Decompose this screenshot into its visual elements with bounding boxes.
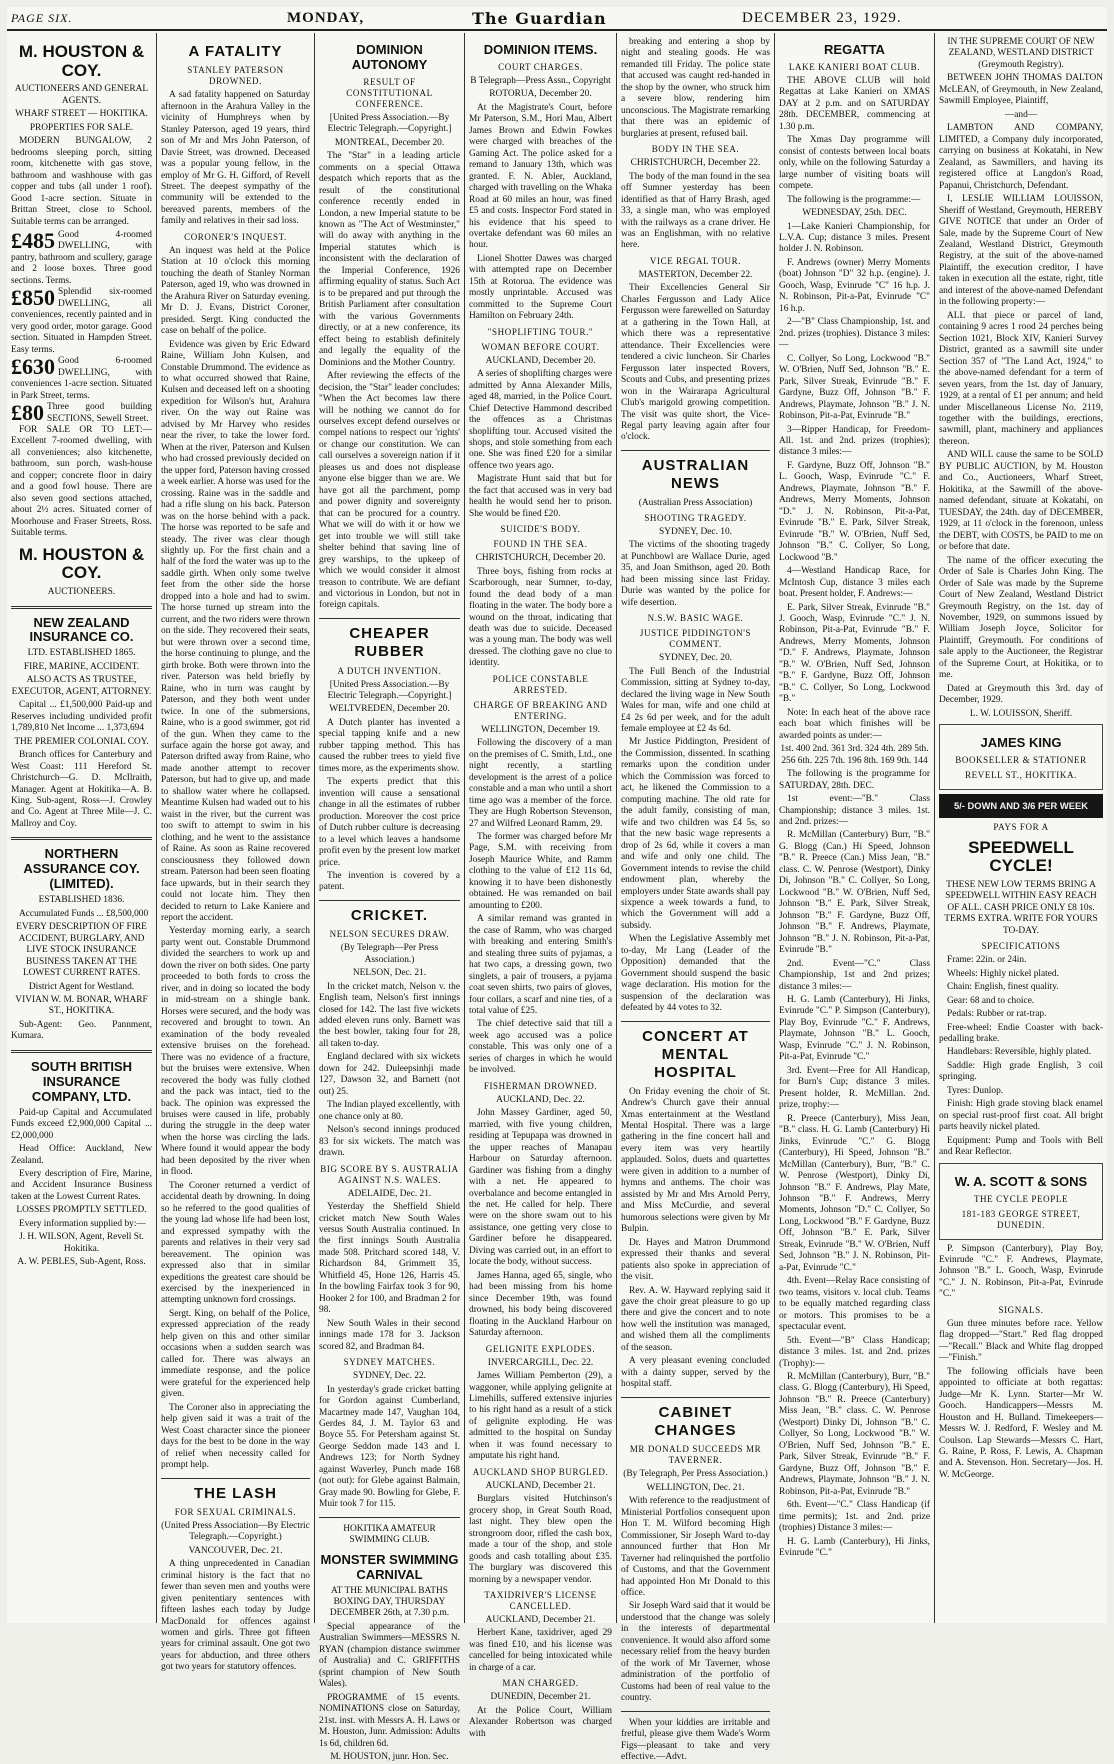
masthead <box>7 7 1107 31</box>
article-paragraph: James Hanna, aged 65, single, who had been missing from his home since December 19th, was found drowned, his body being discovered floating in the Auckland Harbour on Saturday afternoon. <box>469 1270 612 1339</box>
article-subheading: JUSTICE PIDDINGTON'S COMMENT. <box>639 628 752 650</box>
ad-text: MODERN BUNGALOW, 2 bedrooms sleeping porch, sitting room, kitchenette with gas stove, bathroom and washhouse with gas copper and tubs (all under 1 roof). Good 1-acre section. Situate in Brittan Street, close to School. Suitable terms can be arranged. <box>11 136 152 227</box>
ad-text: District Agent for Westland. <box>28 981 135 992</box>
ad-text: Good 4-roomed DWELLING, with pantry, bathroom and scullery, garage and 2 loose boxes. Three good sections. Terms. <box>11 230 152 286</box>
article-paragraph: The invention is covered by a patent. <box>319 871 460 893</box>
article-paragraph: A similar remand was granted in the case of Ramm, who was charged with breaking and entering Smith's and stealing three suits of pyjamas, a hat two caps, a dressing gown, two singlets, a pair of trousers, a pyjama coat seven shirts, two pairs of gloves, four collars, a scarf and nine ties, of a total value of £25. <box>469 914 612 1016</box>
regatta-subheading: LAKE KANIERI BOAT CLUB. <box>788 61 921 72</box>
article-subheading: CHARGE OF BREAKING AND ENTERING. <box>473 699 608 721</box>
ad-text: C. Collyer, So Long, Lockwood "B." W. O'Brien, Nuff Sed, Johnson "B." E. Park, Silver Streak, Evinrude "B." F. Gardyne, Buzz Off, Johnson "B." F. Andrews, Playmate, Johnson "B." J. N. Robinson, Pit-a-Pat, Evinrude "B." <box>779 353 930 422</box>
divider <box>319 900 460 901</box>
divider <box>11 837 152 840</box>
ad-text: THE ABOVE CLUB will hold Regattas at Lake Kanieri on XMAS DAY at 2 p.m. and on SATURDAY 28th. DECEMBER, commencing at 1.30 p.m. <box>779 75 930 132</box>
article-paragraph: New South Wales in their second innings made 178 for 3. Jackson scored 82, and Bradman 84. <box>319 1318 460 1352</box>
notice-text: I, LESLIE WILLIAM LOUISSON, Sheriff of Westland, Greymouth, HEREBY GIVE NOTICE that under an Order of Sale, made by the Supreme Court of New Zealand, Westland District, Greymouth Registry, at the suit of the above-named Plaintiff, the execution creditor, I have taken in execution all the estate, right, title and interest of the above-named Defendant in the following property:— <box>939 194 1103 308</box>
article-headline: CABINET CHANGES <box>654 1403 737 1440</box>
ad-heading: W. A. SCOTT & SONS <box>954 1173 1088 1189</box>
ad-text: The Xmas Day programme will consist of contests between local boats only, while on the following Saturday a large number of visiting boats will compete. <box>779 135 930 192</box>
article-paragraph: The Full Bench of the Industrial Commission, sitting at Sydney to-day, declared the living wage in New South Wales for man, wife and one child at £4 2s 6d per week, and for the adult female employee at £2 4s 6d. <box>621 666 770 734</box>
article-dateline: INVERCARGILL, Dec. 22. <box>487 1357 594 1368</box>
article-subheading: FOR SEXUAL CRIMINALS. <box>174 1506 297 1517</box>
houston-heading: M. HOUSTON & COY. <box>18 42 145 80</box>
article-dateline: VANCOUVER, Dec. 21. <box>188 1545 283 1556</box>
ad-text: Paid-up Capital and Accumulated Funds exceed £2,900,000 Capital ... £2,000,000 <box>11 1107 152 1141</box>
ad-text: Special appearance of the Australian Swimmers—MESSRS N. RYAN (champion distance swimmer of Australia) and C. GRIFFITHS (sprint champion of New South Wales). <box>319 1621 460 1690</box>
ad-text: Note: In each heat of the above race each boat which finishes will be awarded points as under:— <box>779 707 930 741</box>
notice-text: ALL that piece or parcel of land, containing 9 acres 1 rood 24 perches being Section 1021, Block XIV, Kanieri Survey District, granted as a sawmill site under Section 357 of "The Land Act, 1924," to the above-named defendant for a term of seven years, from the 1st. day of January, 1929, at a rental of £1 per annum; and held under Miscellaneous License No. 2119, together with the buildings, erections, sawmill, plant, machinery and appliances thereon. <box>939 310 1103 447</box>
article-paragraph: An inquest was held at the Police Station at 10 o'clock this morning touching the death of Stanley Norman Paterson, aged 19, who was drowned in the Arahura River on Saturday evening. Mr D. J. Evans, District Coroner, presided. Sergt. King conducted the case on behalf of the police. <box>161 245 310 337</box>
article-headline: CRICKET. <box>350 906 429 924</box>
insurance-heading: NEW ZEALAND INSURANCE CO. <box>29 614 134 645</box>
column-6 <box>775 33 935 1623</box>
spec-item: Handlebars: Reversible, highly plated. <box>947 1047 1091 1058</box>
article-paragraph: The chief detective said that till a week ago accused was a police constable. This was only one of a series of charges in which he would be involved. <box>469 1019 612 1076</box>
article-dateline: SYDNEY, Dec. 20. <box>659 653 732 664</box>
ad-text: 3rd. Event—Free for All Handicap, for Burn's Cup; distance 3 miles. Present holder, R. McMillan. 2nd. prize, trophy:— <box>779 1065 930 1111</box>
spec-item: Frame: 22in. or 24in. <box>947 955 1027 966</box>
properties-heading: PROPERTIES FOR SALE. <box>29 122 134 133</box>
article-headline: CHEAPER RUBBER <box>349 624 430 661</box>
masthead-date: DECEMBER 23, 1929. <box>742 9 902 26</box>
article-paragraph: Herbert Kane, taxidriver, aged 29 was fined £10, and his license was cancelled for being intoxicated while in charge of a car. <box>469 1628 612 1673</box>
notice-text: Dated at Greymouth this 3rd. day of December, 1929. <box>939 683 1103 706</box>
ad-text: FIRE, MARINE, ACCIDENT. <box>23 661 140 672</box>
article-paragraph: The Coroner returned a verdict of accidental death by drowning. In doing so he referred to the good qualities of the young lad whose life had been lost, and expressed sympathy with the parents and relatives in their very sad bereavement. The opinion was expressed also that in similar expeditions the greatest care should be exercised by the inexperienced in attempting unknown ford crossings. <box>161 1180 310 1306</box>
insurance-subheading: ESTABLISHED 1836. <box>38 895 125 906</box>
article-paragraph: Sergt. King, on behalf of the Police, expressed appreciation of the ready help given on this and other similar occasions when a sudden search was called for. There was always an immediate response, and the police were grateful for the experienced help given. <box>161 1308 310 1400</box>
notice-text: LAMBTON AND COMPANY, LIMITED, a Company duly incorporated, carrying on business at Kokatahi, in New Zealand, as Sawmillers, and having its registered office at Langdon's Road, Papanui, Christchurch, Defendant. <box>939 123 1103 191</box>
article-dateline: AUCKLAND, December 21. <box>485 1614 596 1625</box>
carnival-heading: MONSTER SWIMMING CARNIVAL <box>320 1551 459 1582</box>
ad-text: M. HOUSTON, junr. Hon. Sec. <box>330 1752 449 1763</box>
divider <box>319 1517 460 1518</box>
article-paragraph: When the Legislative Assembly met to-day, Mr Lang (Leader of the Opposition) demanded that the Government should suspend the basic wage declaration. His motion for the suspension of the declaration was defeated by 44 votes to 32. <box>621 934 770 1014</box>
price: £80 <box>11 400 44 426</box>
article-paragraph: breaking and entering a shop by night and stealing goods. He was remanded till Friday. The police state that accused was caught red-handed in the shop by the owner, who struck him a severe blow, rendering him unconscious. The Magistrate remarking that there was an epidemic of burglaries at present, refused bail. <box>621 37 770 139</box>
article-dateline: NELSON, Dec. 21. <box>352 968 427 979</box>
insurance-heading: NORTHERN ASSURANCE COY. (LIMITED). <box>23 846 140 892</box>
column-1 <box>7 33 157 1623</box>
article-paragraph: Burglars visited Hutchinson's grocery shop, in Great South Road, last night. They blew open the strongroom door, rifled the cash box, made a tour of the shop, and stole goods and cash totalling about £35. The burglary was discovered this morning by a newspaper vendor. <box>469 1494 612 1585</box>
article-paragraph: At the Police Court, William Alexander Robertson was charged with <box>469 1705 612 1739</box>
article-subheading: MAN CHARGED. <box>502 1678 579 1689</box>
article-paragraph: A very pleasant evening concluded with a dainty supper, served by the hospital staff. <box>621 1356 770 1390</box>
ad-text: 2—"B" Class Championship, 1st. and 2nd. prizes (trophies). Distance 3 miles:— <box>779 317 930 351</box>
article-subheading: BODY IN THE SEA. <box>651 144 740 155</box>
column-3 <box>315 33 465 1763</box>
article-dateline: WELLINGTON, December 19. <box>480 724 601 735</box>
divider <box>621 450 770 451</box>
article-dateline: ROTORUA, December 20. <box>489 89 592 100</box>
ad-text: LOSSES PROMPTLY SETTLED. <box>16 1205 147 1216</box>
ad-text: FOR SALE OR TO LET:—Excellent 7-roomed dwelling, with all conveniences; also kitchenette, bathroom, sun porch, wash-house and copper; concrete floor in dairy and a good fowl house. There are also seven good sections attached, about 2½ acres. Situated corner of Moorhouse and Fraser Streets, Ross. Suitable terms. <box>11 424 152 539</box>
ad-subheading: BOOKSELLER & STATIONER <box>955 755 1087 766</box>
price: £850 <box>11 285 55 311</box>
article-subheading: MR DONALD SUCCEEDS MR TAVERNER. <box>629 1444 762 1466</box>
article-dateline: DUNEDIN, December 21. <box>490 1692 591 1703</box>
article-subheading: FOUND IN THE SEA. <box>493 539 588 550</box>
speedwell-banner: 5/- DOWN AND 3/6 PER WEEK <box>939 794 1103 817</box>
ad-text: The following is the programme for SATURDAY, 28th. DEC. <box>779 769 930 791</box>
article-subheading: POLICE CONSTABLE ARRESTED. <box>492 673 589 695</box>
notice-text: AND WILL cause the same to be SOLD BY PUBLIC AUCTION, by M. Houston and Co., Auctioneers, Wharf Street, Hokitika, at the Sawmill of the above-named defendant, situate at Kokatahi, on TUESDAY, the 24th. day of DECEMBER, 1929, at 11 o'clock in the forenoon, unless the DEBT, with COSTS, be PAID to me on or before that date. <box>939 450 1103 553</box>
houston-address: WHARF STREET — HOKITIKA. <box>15 109 148 120</box>
price-listing <box>11 230 152 287</box>
article-paragraph: Sir Joseph Ward said that it would be understood that the change was solely in the interests of departmental convenience. It would also afford some necessary relief from the heavy burden of the work of Mr Taverner, whose administration of the portfolio of Customs had been of real value to the country. <box>621 1601 770 1704</box>
article-paragraph: After reviewing the effects of the decision, the "Star" leader concludes: "When the Act becomes law there will be nothing we cannot do for ourselves except defend ourselves or compel nations to respect our 'rights' or change our constitution. We can call ourselves a sovereign nation if it pleases us and does not displease anyone else bigger than we are. We have got all the parchment, pomp and power dignity and sovereignty that can be procured for a country. What we will do with it or how we get into trouble we will still take shelter behind that saving line of grey warships, to the upkeep of which we would consider it almost treason to contribute. We are defiant and victorious in London, but not in foreign capitals. <box>319 371 460 611</box>
ad-text: Splendid six-roomed DWELLING, all conveniences, recently painted and in very good order, motor garage. Good section. Situated in Hampden Street. Easy terms. <box>11 287 152 355</box>
ad-subheading: 181-183 GEORGE STREET, DUNEDIN. <box>961 1208 1081 1230</box>
spec-item: Saddle: High grade English, 3 coil springing. <box>939 1060 1103 1083</box>
column-4 <box>465 33 617 1739</box>
column-7 <box>935 33 1107 1623</box>
article-paragraph: When your kiddies are irritable and fretful, please give them Wade's Worm Figs—pleasant to take and very effective.—Advt. <box>621 1717 770 1763</box>
ad-text: THE PREMIER COLONIAL COY. <box>14 736 149 747</box>
article-subheading: FISHERMAN DROWNED. <box>483 1080 598 1091</box>
article-dateline: CHRISTCHURCH, December 20. <box>475 553 606 564</box>
article-paragraph: Yesterday the Sheffield Shield cricket match New South Wales versus South Australia continued. In the first innings South Australia made 508. Pritchard scored 148, V. Richardson 84, Grimmett 35, Whitfield 45, Hone 126, Harris 45. In the bowling Fairfax took 3 for 90, Hooker 2 for 100, and Bradman 2 for 98. <box>319 1202 460 1316</box>
ad-text: 1—Lake Kanieri Championship, for L.V.A. Cup; distance 3 miles. Present holder J. N. Robinson. <box>779 221 930 255</box>
article-subheading: RESULT OF CONSTITUTIONAL CONFERENCE. <box>346 76 433 109</box>
ad-text: J. H. WILSON, Agent, Revell St. Hokitika. <box>19 1232 144 1254</box>
article-paragraph: (Australian Press Association) <box>638 497 753 508</box>
article-subheading: GELIGNITE EXPLODES. <box>485 1343 596 1354</box>
article-paragraph: The victims of the shooting tragedy at Punchbowl are Wallace Durie, aged 35, and Joan Smithson, aged 20. Both had been missing since last Friday. Durie was wanted by the police for wife desertion. <box>621 540 770 608</box>
article-paragraph: James William Pemberton (29), a waggoner, while applying gelignite at Limehills, suffered extensive injuries to his right hand as a result of a stick of gelignite exploding. He was admitted to the hospital on Sunday when it was found necessary to amputate his right hand. <box>469 1371 612 1462</box>
divider <box>161 1478 310 1479</box>
article-paragraph: The Coroner also in appreciating the help given said it was a trait of the West Coast character since the pioneer days for the best to be done in the way of relief when necessity called for prompt help. <box>161 1402 310 1471</box>
ad-text: Three good building SECTIONS, Sewell Street. <box>47 402 152 424</box>
article-paragraph: B Telegraph—Press Assn., Copyright <box>470 75 611 86</box>
article-subheading: SYDNEY MATCHES. <box>343 1357 436 1368</box>
spec-item: Wheels: Highly nickel plated. <box>947 968 1059 979</box>
article-subheading: NELSON SECURES DRAW. <box>329 929 450 940</box>
ad-text: HOKITIKA AMATEUR SWIMMING CLUB. <box>343 1523 436 1546</box>
article-paragraph: Three boys, fishing from rocks at Scarborough, near Sumner, to-day, found the dead body of a man floating in the water. The body bore a wound on the throat, indicating that death was due to suicide. Deceased was a young man. The body was well dressed. The clothing gave no clue to identity. <box>469 566 612 669</box>
ad-text: EVERY DESCRIPTION OF FIRE ACCIDENT, BURGLARY, AND LIVE STOCK INSURANCE BUSINESS TAKEN AT THE LOWEST CURRENT RATES. <box>16 922 147 979</box>
article-paragraph: A thing unprecedented in Canadian criminal history is the fact that no fewer than seven men and youths were given penitentiary sentences with fifteen lashes each today by Judge MacDonald for offences against women and girls. Three got fifteen years for criminal assault. One got two years for abduction, and three others got two years for statutory offences. <box>161 1559 310 1673</box>
ad-subheading: THE CYCLE PEOPLE <box>973 1193 1069 1204</box>
ad-text: R. McMillan (Canterbury) Burr, "B." G. Blogg (Can.) Hi Speed, Johnson "B." R. Preece (Can.) Miss Jean, "B." class. C. W. Penrose (Westport), Dinky Di, Johnson "B." C. Collyer, So Long, Lockwood "B." W. O'Brien, Nuff Sed, Johnson "B." E. Park, Silver Streak, Johnson "B." F. Gardyne, Buzz Off, Johnson "B." F. Andrews, Playmate, Johnson "B." J. N. Robinson, Pit-a-Pat, Evinrude "B." <box>779 830 930 956</box>
spec-item: Equipment: Pump and Tools with Bell and Rear Reflector. <box>939 1135 1103 1158</box>
price: £485 <box>11 228 55 253</box>
article-paragraph: The former was charged before Mr Page, S.M. with receiving from Joseph Maurice White, and Ramm clothing to the value of £12 11s 6d, knowing it to have been dishonestly obtained. He was remanded on bail amounting to £200. <box>469 831 612 911</box>
ad-text: Branch offices for Canterbury and West Coast: 111 Hereford St. Christchurch—G. D. McIlraith, Manager. Agent at Hokitika—A. B. King. Sub-agent, Ross—J. Crowley and Co. Agent at Three Mile—J. C. Mallroy and Coy. <box>11 750 152 829</box>
article-dateline: SYDNEY, Dec. 10. <box>659 526 732 537</box>
article-paragraph: Rev. A. W. Hayward replying said it gave the choir great pleasure to go up there and give the concert and to note how well the institution was managed, and wished them all the compliments of the season. <box>621 1285 770 1353</box>
article-paragraph: John Massey Gardiner, aged 50, married, with five young children, residing at Tepupapa was drowned in the upper reaches of Manapau Harbour on Saturday afternoon. Gardiner was fishing from a dinghy with a net. He appeared to overbalance and become entangled in the net. He called for help. There were on the shore swam out to his assistance, one getting very close to Gardiner before he disappeared. Diving was carried out, in an effort to locate the body, without success. <box>469 1108 612 1268</box>
article-paragraph: Nelson's second innings produced 83 for six wickets. The match was drawn. <box>319 1125 460 1159</box>
newspaper-title: The Guardian <box>472 8 607 28</box>
ad-text: R. McMillan (Canterbury), Burr, "B." class. G. Blogg (Canterbury), Hi Speed, Johnson "B." R. Preece (Canterbury) Miss Jean, "B." class. C. W. Penrose (Westport) Dinky Di, Johnson "B." C. Collyer, So Long, Lockwood "B." W. O'Brien, Nuff Sed, Johnson "B." E. Park, Silver Streak, Evinrude "B." F. Gardyne, Buzz Off, Johnson "B." F. Andrews, Playmate, Johnson "B." J. N. Robinson, Pit-a-Pat, Evinrude "B." <box>779 1372 930 1497</box>
notice-signature: L. W. LOUISSON, Sheriff. <box>969 708 1073 719</box>
article-paragraph: At the Magistrate's Court, before Mr Paterson, S.M., Hori Mau, Albert James Brown and Edwin Fowkes were charged with breaches of the Gaming Act. The police asked for a remand to January 13th, which was granted. F. N. Abler, Auckland, charged with travelling on the Whaka Road at 60 miles an hour, was fined £5 and costs. Inspector Ford stated in his evidence that his speed to overtake defendant was 60 miles an hour. <box>469 102 612 251</box>
ad-text: The following is the programme:— <box>787 194 921 205</box>
article-dateline: SYDNEY, Dec. 22. <box>353 1371 426 1382</box>
article-paragraph: Lionel Shotter Dawes was charged with attempted rape on December 15th at Rotorua. The evidence was mostly unprintable. Accused was committed to the Supreme Court Hamilton on February 24th. <box>469 253 612 322</box>
article-subheading: N.S.W. BASIC WAGE. <box>647 613 744 624</box>
article-subheading: A DUTCH INVENTION. <box>337 665 442 676</box>
article-subheading: AUCKLAND SHOP BURGLED. <box>472 1466 609 1477</box>
price-listing <box>11 356 152 402</box>
ad-text: Gun three minutes before race. Yellow flag dropped—"Start." Red flag dropped—"Recall." Black and White flag dropped—"Finish." <box>939 1318 1103 1364</box>
page-number: PAGE SIX. <box>11 10 73 25</box>
article-dateline: CHRISTCHURCH, December 22. <box>630 158 761 169</box>
article-subheading: STANLEY PATERSON DROWNED. <box>187 65 284 87</box>
spec-item: Chain: English, finest quality. <box>947 982 1059 993</box>
ad-text: Good 6-roomed DWELLING, with conveniences 1-acre section. Situated in Park Street, terms. <box>11 356 152 401</box>
article-dateline: AUCKLAND, December 21. <box>485 1480 596 1491</box>
article-headline: AUSTRALIAN NEWS <box>641 456 750 493</box>
specifications-list <box>939 955 1103 1159</box>
ad-text: 4th. Event—Relay Race consisting of two teams, visitors v. local club. Teams to be equally matched regarding class or motors. This promises to be a spectacular event. <box>779 1276 930 1333</box>
notice-text: BETWEEN JOHN THOMAS DALTON McLEAN, of Greymouth, in New Zealand, Sawmill Employee, Plaintiff, <box>939 73 1103 107</box>
article-paragraph: Following the discovery of a man on the premises of C. Smith, Ltd., one night recently, a startling development is the arrest of a police constable and a man who until a short time ago was a member of the force. They are Hugh Robertson Stevenson, 27 and Wilfred Leonard Ramm, 29. <box>469 738 612 829</box>
article-paragraph: (By Telegraph, Per Press Association.) <box>623 1469 768 1480</box>
ad-subheading: SIGNALS. <box>998 1304 1044 1315</box>
ad-text: VIVIAN W. M. BONAR, WHARF ST., HOKITIKA. <box>15 994 148 1017</box>
divider <box>621 1397 770 1398</box>
ad-text: F. Andrews (owner) Merry Moments (boat) Johnson "D" 32 h.p. (engine). J. Gooch, Wasp, Evinrude "C" 16 h.p. J. N. Robinson, Pit-a-Pat, Evinrude "C" 16 h.p. <box>779 257 930 314</box>
ad-text: Every description of Fire, Marine, and Accident Insurance Business taken at the Lowest Current Rates. <box>11 1169 152 1202</box>
article-subheading: CORONER'S INQUEST. <box>184 231 287 242</box>
article-paragraph: Yesterday morning early, a search party went out. Constable Drummond divided the searchers to work up and down the river on both sides. One party proceeded to both fords to cross the river, and in doing so located the body in mid-stream on a shingle bank. Horses were secured, and the body was recovered and brought to town. An examination of the body revealed extensive bruises on the forehead. There was no evidence of a fracture, but the bruises were extensive. When recovered the body was fully clothed and the pack was intact, tied to the back. The opinion was expressed the bruises were caused in life, probably during the struggle in the deep water when the horse was circling the lads. Where found it would appear the body had been deposited by the river when in flood. <box>161 926 310 1178</box>
ad-text: E. Park, Silver Streak, Evinrude "B." J. Gooch, Wasp, Evinrude "C." J. N. Robinson, Pit-a-Pat, Evinrude "B." F. Andrews, Merry Moments, Johnson "D." F. Andrews, Playmate, Johnson "B." W. O'Brien, Nuff Sed, Johnson "B." F. Gardyne, Buzz Off, Johnson "B." C. Collyer, So Long, Lockwood "B." <box>779 602 930 705</box>
ad-text: Every information supplied by:— <box>19 1218 146 1229</box>
ad-text: 6th. Event—"C." Class Handicap (if time permits); 1st. and 2nd. prize (trophies) Distance 3 miles:— <box>779 1500 930 1534</box>
article-paragraph: A series of shoplifting charges were admitted by Anna Alexander Mills, aged 48, married, in the Police Court. Chief Detective Hammond described the offences as a Christmas shoplifting tour. Accused visited the shops, and stole something from each one. She was fined £20 for a similar offence two years ago. <box>469 369 612 471</box>
column-5 <box>617 33 775 1763</box>
houston-heading: M. HOUSTON & COY. <box>18 544 145 583</box>
newspaper-page <box>7 7 1107 1763</box>
article-paragraph: Evidence was given by Eric Edward Raine, William John Kulsen, and Constable Drummond. The evidence as to what occurred showed that Raine, Kulsen and deceased left on a shooting expedition for Wilson's hut, Arahura river. On the way out Raine was advised by Mr Harvey who resides near the river, to take the lower ford. When at the river, Paterson and Kulsen who had crossed previously decided on the upper ford, Paterson having crossed a week earlier. A horse was used for the crossing. Raine was in the saddle and had a rifle slung on his back. Paterson was on the horse behind with a pack. The horse was reported to be safe and steady. The river was clear though slightly up. For the first chain and a half of the ford the water was up to the saddle girth. When only some twelve feet from the other side the horse dropped into a hole and had to swim. The horse turned up stream into the current, and the two riders were thrown on the side. They recovered their seats, but were thrown over a second time, the horse continuing to plunge, and the girth broke. Both were thrown into the river. Paterson was held briefly by Raine, who in turn was caught by Paterson, and they both went under twice. In one of the submersions, Raine, who is a good swimmer, got rid of the gun. When they came to the surface again the horse got away, and Paterson drifted away from Raine, who made another attempt to recover Paterson, but had to give up, and made to shallow water where he collapsed. Meantime Kulsen had waded out to his waist in the river, but the current was too swift to attempt to swim in his clothing, and he went to the assistance of Raine. As soon as Raine recovered consciousness they followed down stream. Paterson had been seen floating face upwards, but in their search they could not locate him. They then decided to return to Lake Kaniere and report the accident. <box>161 339 310 924</box>
price-listing <box>11 402 152 425</box>
divider <box>11 1050 152 1053</box>
columns <box>7 33 1107 1763</box>
article-paragraph: Dr. Hayes and Matron Drummond expressed their thanks and several patients also spoke in appreciation of the visit. <box>621 1237 770 1283</box>
article-paragraph: Their Excellencies General Sir Charles Fergusson and Lady Alice Fergusson were farewelled on Saturday at a gathering in the Town Hall, at which there was a representative attendance. Their Excellencies were tendered a civic luncheon. Sir Charles Fergusson later inspected Rovers, Scouts and Cubs, and presenting prizes won in the Wairarapa Agricultural Club's marigold growing competition. The visit was quite short, the Vice-Regal party leaving again after four o'clock. <box>621 283 770 443</box>
article-subheading: BIG SCORE BY S. AUSTRALIA AGAINST N.S. WALES. <box>320 1163 459 1185</box>
article-paragraph: The Indian played excellently, with one chance only at 80. <box>319 1100 460 1122</box>
ad-text: Capital ... £1,500,000 Paid-up and Reserves including undivided profit 1,789,810 Net Income ... 1,373,694 <box>11 700 152 734</box>
notice-text: The name of the officer executing the Order of Sale is Charles John King. The Order of Sale was made by the Supreme Court of New Zealand, Westland District Greymouth Registry, on the 1st. day of November, 1929, on summons issued by William Joseph Joyce, Solicitor for Plaintiff, Greymouth. For conditions of sale apply to the Auctioneer, the Registrar of the Supreme Court, at Hokitika, or to me. <box>939 555 1103 681</box>
article-headline: DOMINION AUTONOMY <box>351 42 428 72</box>
article-dateline: AUCKLAND, Dec. 22. <box>496 1094 585 1105</box>
ad-text: 5th. Event—"B" Class Handicap; distance 3 miles. 1st. and 2nd. prizes (Trophy):— <box>779 1335 930 1369</box>
price: £630 <box>11 354 55 380</box>
insurance-subheading: LTD. ESTABLISHED 1865. <box>27 648 136 659</box>
article-subheading: VICE REGAL TOUR. <box>649 255 742 266</box>
ad-text: ALSO ACTS AS TRUSTEE, EXECUTOR, AGENT, ATTORNEY. <box>11 675 152 697</box>
divider <box>319 618 460 619</box>
article-subheading: SUICIDE'S BODY. <box>500 524 581 535</box>
james-king-ad <box>939 724 1103 790</box>
article-paragraph: On Friday evening the choir of St. Andrew's Church gave their annual Xmas entertainment at the Westland Mental Hospital. There was a large gathering in the fine concert hall and every item was very heartily applauded. Solos, duets and quartettes were given in addition to a number of hymns and anthems. The choir was assisted by Mr and Mrs Arnold Perry, and Miss McCurdie, and several humorous selections were given by Mr Bulpin. <box>621 1086 770 1235</box>
ad-text: THESE NEW LOW TERMS BRING A SPEEDWELL WITHIN EASY REACH OF ALL. CASH PRICE ONLY £8 10s. TERMS EXTRA. WRITE FOR YOURS TO-DAY. <box>944 879 1098 936</box>
ad-text: 4—Westland Handicap Race, for McIntosh Cup, distance 3 miles each boat. Present holder, F. Andrews:— <box>779 566 930 600</box>
ad-text: P. Simpson (Canterbury), Play Boy, Evinrude "C." F. Andrews, Playmate, Johnson "B." L. Gooch, Wasp, Evinrude "C." J. N. Robinson, Pit-a-Pat, Evinrude "C." <box>939 1243 1103 1300</box>
article-paragraph: A sad fatality happened on Saturday afternoon in the Arahura Valley in the vicinity of Humphreys when by Stanley Paterson, aged 19 years, third son of Mr and Mrs John Paterson, of Davie Street, was drowned. Deceased was a popular young fellow, in the employ of Mr G. H. Gifford, of Revell Street. The deepest sympathy of the community will be extended to the bereaved parents, members of the family and relatives in their sad loss. <box>161 90 310 227</box>
ad-text: 1st event:—"B." Class Championship; distance 3 miles. 1st. and 2nd. prizes:— <box>779 794 930 827</box>
ad-text: 2nd. Event—"C." Class Championship, 1st and 2nd prizes; distance 3 miles:— <box>779 958 930 992</box>
spec-item: Finish: High grade stoving black enamel on special rust-proof first coat. All bright parts heavily nickel plated. <box>939 1099 1103 1133</box>
article-dateline: ADELAIDE, Dec. 21. <box>347 1188 432 1199</box>
divider <box>621 1021 770 1022</box>
article-dateline: AUCKLAND, December 20. <box>485 355 596 366</box>
column-2 <box>157 33 315 1673</box>
ad-text: Accumulated Funds ... £8,500,000 <box>19 908 149 919</box>
ad-heading: SPEEDWELL CYCLE! <box>968 837 1074 876</box>
ad-subheading: REVELL ST., HOKITIKA. <box>965 770 1077 781</box>
article-paragraph: In the cricket match, Nelson v. the English team, Nelson's first innings closed for 142. The last five wickets added eleven runs only. Barnett was the best bowler, taking four for 28, all taken to-day. <box>319 981 460 1049</box>
spec-item: Pedals: Rubber or rat-trap. <box>947 1009 1047 1020</box>
article-subheading: WOMAN BEFORE COURT. <box>481 341 600 352</box>
article-dateline: MASTERTON, December 22. <box>638 269 753 280</box>
masthead-day: MONDAY, <box>287 9 365 26</box>
ad-text: H. G. Lamb (Canterbury), Hi Jinks, Evinrude "C." <box>779 1536 930 1559</box>
article-headline: A FATALITY <box>188 43 283 60</box>
article-paragraph: England declared with six wickets down for 242. Duleepsinhji made 127, Dawson 32, and Barnett (not out) 25. <box>319 1052 460 1097</box>
article-paragraph: (United Press Association—By Electric Telegraph.—Copyright.) <box>161 1520 310 1543</box>
regatta-heading: REGATTA <box>824 42 885 57</box>
article-subheading: TAXIDRIVER'S LICENSE CANCELLED. <box>484 1590 597 1611</box>
article-dateline: WELLINGTON, Dec. 21. <box>646 1482 745 1493</box>
article-headline: DOMINION ITEMS. <box>483 42 598 57</box>
article-paragraph: [United Press Association.—By Electric Telegraph.—Copyright.] <box>327 679 452 701</box>
article-paragraph: [United Press Association.—By Electric Telegraph.—Copyright.] <box>327 112 452 135</box>
scott-ad <box>939 1163 1103 1240</box>
article-headline: THE LASH <box>194 1484 277 1502</box>
article-paragraph: Magistrate Hunt said that but for the fact that accused was in very bad health he would send her to prison. She would be fined £20. <box>469 474 612 519</box>
article-paragraph: In yesterday's grade cricket batting for Gordon against Cumberland, Macartney made 147, Vaughan 104, Gerdes 84, J. M. Taylor 63 and Boyce 55. For Petersham against St. George Seddon made 143 and I. Andrews 123; for North Sydney against Waverley, Punch made 168 (not out): for Glebe against Balmain, Gray made 90. Bowling for Glebe, F. Muir took 7 for 115. <box>319 1384 460 1510</box>
ad-text: 1st. 400 2nd. 361 3rd. 324 4th. 289 5th. 256 6th. 225 7th. 196 8th. 169 9th. 144 <box>780 744 929 766</box>
houston-subheading: AUCTIONEERS AND GENERAL AGENTS. <box>14 84 149 106</box>
ad-subheading: PAYS FOR A <box>993 821 1049 832</box>
notice-text: IN THE SUPREME COURT OF NEW ZEALAND, WESTLAND DISTRICT (Greymouth Registry). <box>947 37 1095 70</box>
insurance-heading: SOUTH BRITISH INSURANCE COMPANY, LTD. <box>30 1058 133 1104</box>
ad-subheading: SPECIFICATIONS <box>981 941 1061 952</box>
article-subheading: SHOOTING TRAGEDY. <box>644 513 747 523</box>
ad-text: Head Office: Auckland, New Zealand. <box>11 1144 152 1166</box>
divider <box>621 1711 770 1712</box>
spec-item: Free-wheel: Endie Coaster with back-pedalling brake. <box>939 1022 1103 1044</box>
ad-text: R. Preece (Canterbury), Miss Jean, "B." class. H. G. Lamb (Canterbury) Hi Jinks, Evinrude "C." G. Blogg (Canterbury), Hi Speed, Johnson "B." McMillan (Canterbury), Burr, "B." C. W. Penrose (Westport), Dinky Di, Johnson "B." F. Andrews, Play Mate, Johnson "B." F. Andrews, Merry Moments, Johnson "D." C. Collyer, So Long, Lockwood "B." F. Gardyne, Buzz Off, Johnson "B." E. Park, Silver Streak, Evinrude "B." W. O'Brien, Nuff Sed, Johnson "B." J. N. Robinson, Pit-a-Pat, Evinrude "C." <box>779 1113 930 1273</box>
ad-text: The following officials have been appointed to officiate at both regattas: Judge—Mr K. Lynn. Starter—Mr W. Gooch. Handicappers—Messrs M. Houston and H. Bulland. Timekeepers—Messrs W. J. Redford, F. Wesley and M. Coulson. Lap Stewards—Messrs C. Hart, G. Raine, P. Ross, F. Lewis, A. Chapman and A. Stevenson. Hon. Secretary—Jos. H. W. McGeorge. <box>939 1366 1103 1480</box>
ad-text: AT THE MUNICIPAL BATHS BOXING DAY, THURSDAY DECEMBER 26th, at 7.30 p.m. <box>329 1585 450 1619</box>
notice-text: —and— <box>1004 109 1038 120</box>
article-paragraph: (By Telegraph—Per Press Association.) <box>340 943 439 965</box>
divider <box>11 606 152 609</box>
article-headline: CONCERT AT MENTAL HOSPITAL <box>642 1027 749 1082</box>
ad-text: Sub-Agent: Geo. Pannment, Kumara. <box>11 1019 152 1042</box>
article-paragraph: The body of the man found in the sea off Sumner yesterday has been identified as that of Harry Brash, aged 33, a single man, who was employed with the railways as a crane driver. He was an Englishman, with no relative here. <box>621 171 770 251</box>
spec-item: Gear: 68 and to choice. <box>947 995 1035 1006</box>
article-subheading: COURT CHARGES. <box>498 61 583 72</box>
houston-subheading: AUCTIONEERS. <box>47 587 116 598</box>
article-paragraph: With reference to the readjustment of Ministerial Portfolios consequent upon Hon T. M. Wilford becoming High Commissioner, Sir Joseph Ward to-day announced further that Hon Mr Taverner had relinquished the portfolio of Customs, and that the Government had appointed Hon Mr Donald to this office. <box>621 1496 770 1598</box>
article-subheading: "SHOPLIFTING TOUR." <box>487 326 594 337</box>
ad-text: WEDNESDAY, 25th. DEC. <box>802 208 907 219</box>
article-dateline: WELTVREDEN, December 20. <box>329 704 450 715</box>
spec-item: Tyres: Dunlop. <box>947 1085 1004 1096</box>
ad-text: PROGRAMME of 15 events. NOMINATIONS close on Saturday, 21st. inst. with Messrs A. H. Laws or M. Houston, Junr. Admission: Adults 1s 6d, children 6d. <box>319 1692 460 1749</box>
article-paragraph: The "Star" in a leading article comments on a special Ottawa despatch which reports that as the result of the constitutional conference recently ended in London, a new Imperial statute to be known as "The Act of Westminster," will do away with anything in the Imperial statutes which is inconsistent with the declaration of the Imperial Conference, 1926 affirming equality of status. Such Act is to be prepared and put through the British Parliament after consultation with the various Governments directly, or at a new conference, its effect being to establish definitely and legally the equality of the Dominions and the Mother Country. <box>319 151 460 368</box>
article-paragraph: A Dutch planter has invented a special tapping knife and a new rubber tapping method. This has caused the rubber trees to yield five times more, as the experiments show. <box>319 717 460 774</box>
ad-text: 3—Ripper Handicap, for Freedom-All. 1st. and 2nd. prizes (trophies); distance 3 miles:— <box>779 424 930 458</box>
ad-text: A. W. PEBLES, Sub-Agent, Ross. <box>17 1257 146 1268</box>
ad-text: F. Gardyne, Buzz Off, Johnson "B." L. Gooch, Wasp, Evinrude "C." F. Andrews, Playmate, Johnson "B." F. Andrews, Merry Moments, Johnson "D." J. N. Robinson, Pit-a-Pat, Evinrude "B." E. Park, Silver Streak, Evinrude "B." W. O'Brien, Nuff Sed, Johnson "B." C. Collyer, So Long, Lockwood "B." <box>779 460 930 563</box>
article-dateline: MONTREAL, December 20. <box>334 137 445 148</box>
ad-text: H. G. Lamb (Canterbury), Hi Jinks, Evinrude "C." P. Simpson (Canterbury), Play Boy, Evinrude "C." F. Andrews, Playmate, Johnson "B." L. Gooch, Wasp, Evinrude "C." J. N. Robinson, Pit-a-Pat, Evinrude "C." <box>779 995 930 1063</box>
article-paragraph: The experts predict that this invention will cause a sensational change in all the estimates of rubber production. Moreover the cost price of Dutch rubber culture is decreasing to a level which leaves a handsome profit even by the present low market price. <box>319 777 460 868</box>
article-paragraph: Mr Justice Piddington, President of the Commission, dissented. In scathing remarks upon the condition under which the Commission was forced to act, he likened the Commission to a computing machine. The old rate for the adult family, consisting of man, wife and two children was £4 5s, so that the new basic wage represents a drop of 2s 6d, while it covers a man and wife and only one child. The Government intends to revise the child endowment plan, whereby the employers under State awards shall pay sixpence a week towards a fund, to which the Government will add a subsidy. <box>621 737 770 931</box>
price-listing <box>11 287 152 356</box>
ad-heading: JAMES KING <box>980 735 1062 751</box>
